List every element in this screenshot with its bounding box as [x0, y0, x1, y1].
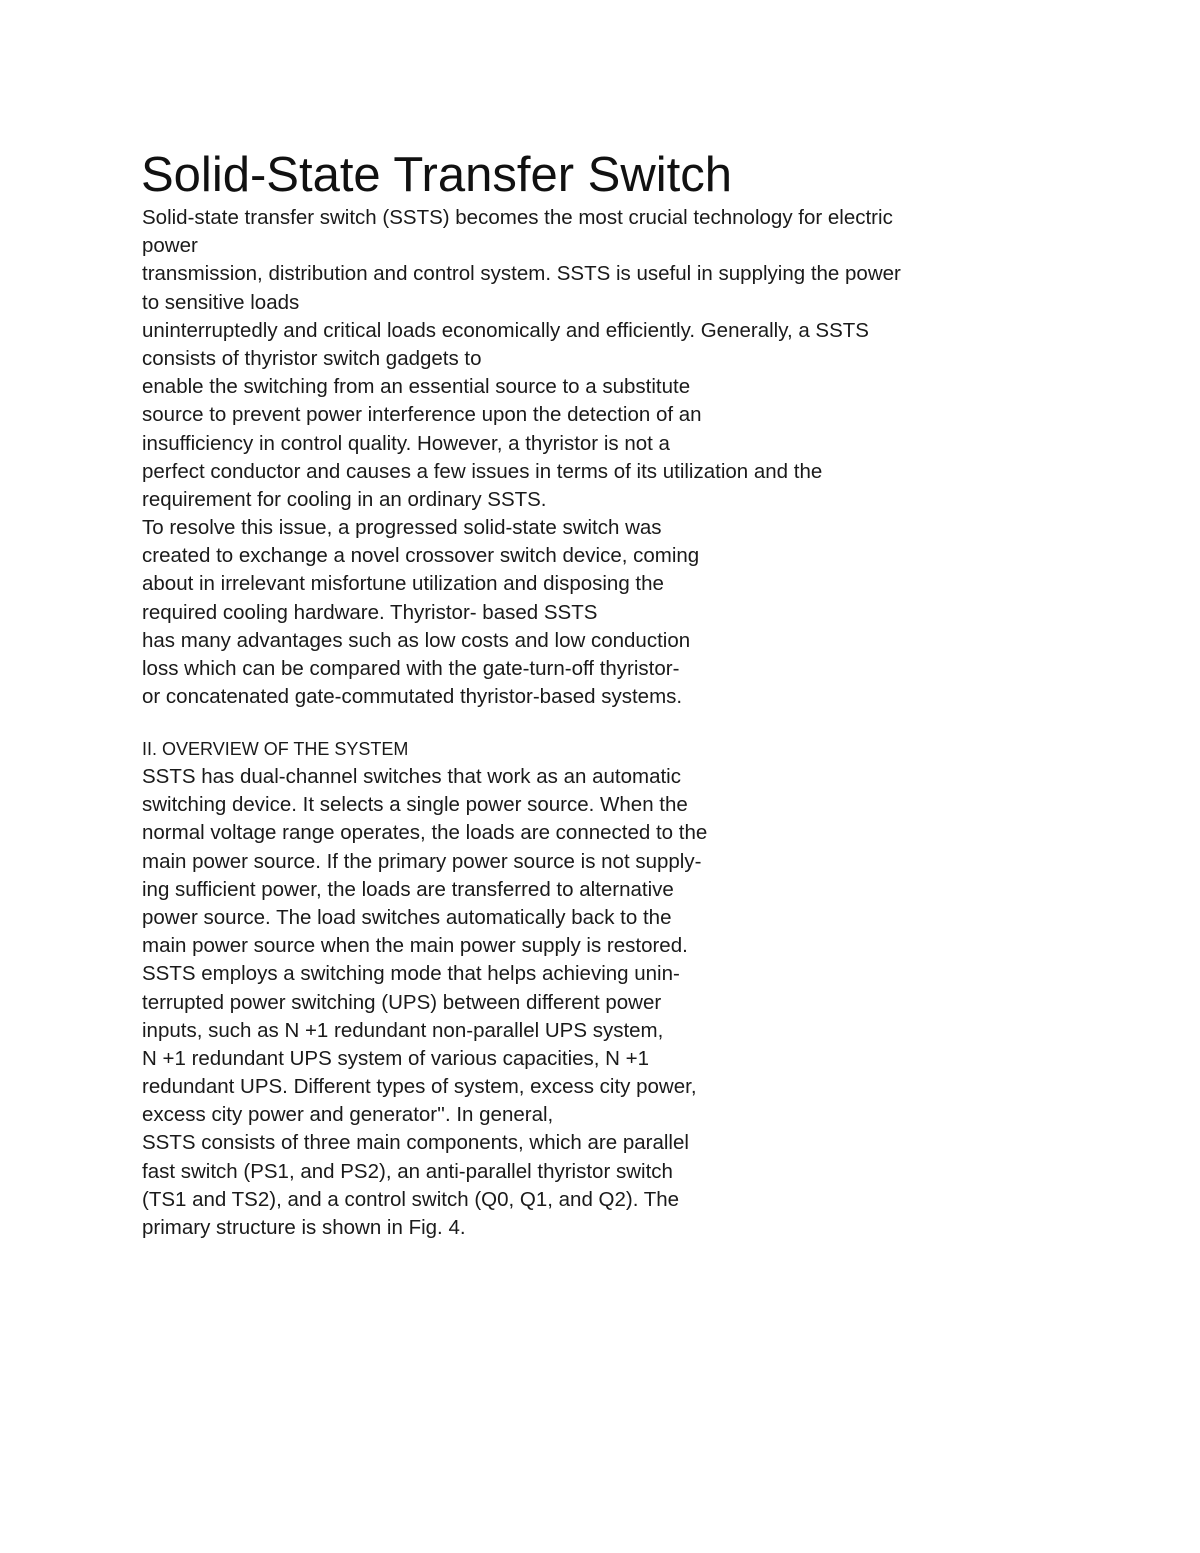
body-line: uninterruptedly and critical loads economically and efficiently. Generally, a SSTS [142, 318, 869, 342]
body-line: or concatenated gate-commutated thyristor-based systems. [142, 685, 683, 709]
document-title: Solid-State Transfer Switch [141, 148, 732, 202]
body-line: requirement for cooling in an ordinary SSTS. [142, 487, 547, 511]
body-line: terrupted power switching (UPS) between different power [142, 990, 662, 1014]
body-line: main power source. If the primary power source is not supply- [142, 849, 702, 873]
body-line: required cooling hardware. Thyristor- based SSTS [142, 600, 598, 624]
body-line: created to exchange a novel crossover switch device, coming [142, 544, 700, 568]
body-line: power source. The load switches automatically back to the [142, 905, 672, 929]
body-line: Solid-state transfer switch (SSTS) becomes the most crucial technology for electric [142, 206, 893, 229]
body-line: (TS1 and TS2), and a control switch (Q0, Q1, and Q2). The [142, 1187, 680, 1211]
body-line: ing sufficient power, the loads are transferred to alternative [142, 877, 674, 901]
body-line: loss which can be compared with the gate-turn-off thyristor- [142, 657, 680, 680]
overview-section [142, 735, 1082, 1242]
section-heading: II. OVERVIEW OF THE SYSTEM [142, 739, 409, 759]
body-line: to sensitive loads [142, 290, 300, 314]
body-line: about in irrelevant misfortune utilization and disposing the [142, 572, 664, 596]
body-line: transmission, distribution and control system. SSTS is useful in supplying the power [142, 262, 901, 286]
intro-paragraph [142, 204, 1082, 711]
body-line: fast switch (PS1, and PS2), an anti-parallel thyristor switch [142, 1159, 673, 1183]
body-line: power [142, 234, 198, 258]
body-line: enable the switching from an essential source to a substitute [142, 375, 691, 399]
body-line: SSTS has dual-channel switches that work as an automatic [142, 765, 681, 788]
body-line: perfect conductor and causes a few issues in terms of its utilization and the [142, 459, 823, 483]
body-line: excess city power and generator''. In general, [142, 1103, 554, 1127]
body-line: N +1 redundant UPS system of various capacities, N +1 [142, 1046, 650, 1070]
body-line: consists of thyristor switch gadgets to [142, 346, 482, 370]
body-line: To resolve this issue, a progressed solid-state switch was [142, 516, 662, 540]
body-line: insufficiency in control quality. However, a thyristor is not a [142, 431, 670, 455]
body-line: source to prevent power interference upon the detection of an [142, 403, 702, 427]
body-line: inputs, such as N +1 redundant non-parallel UPS system, [142, 1018, 664, 1042]
body-line: normal voltage range operates, the loads are connected to the [142, 821, 708, 845]
body-line: SSTS employs a switching mode that helps achieving unin- [142, 962, 680, 986]
body-line: redundant UPS. Different types of system, excess city power, [142, 1075, 697, 1099]
body-line: primary structure is shown in Fig. 4. [142, 1216, 466, 1239]
body-line: main power source when the main power supply is restored. [142, 934, 688, 958]
body-line: switching device. It selects a single power source. When the [142, 793, 688, 817]
body-line: has many advantages such as low costs and low conduction [142, 628, 691, 652]
body-line: SSTS consists of three main components, which are parallel [142, 1131, 689, 1155]
